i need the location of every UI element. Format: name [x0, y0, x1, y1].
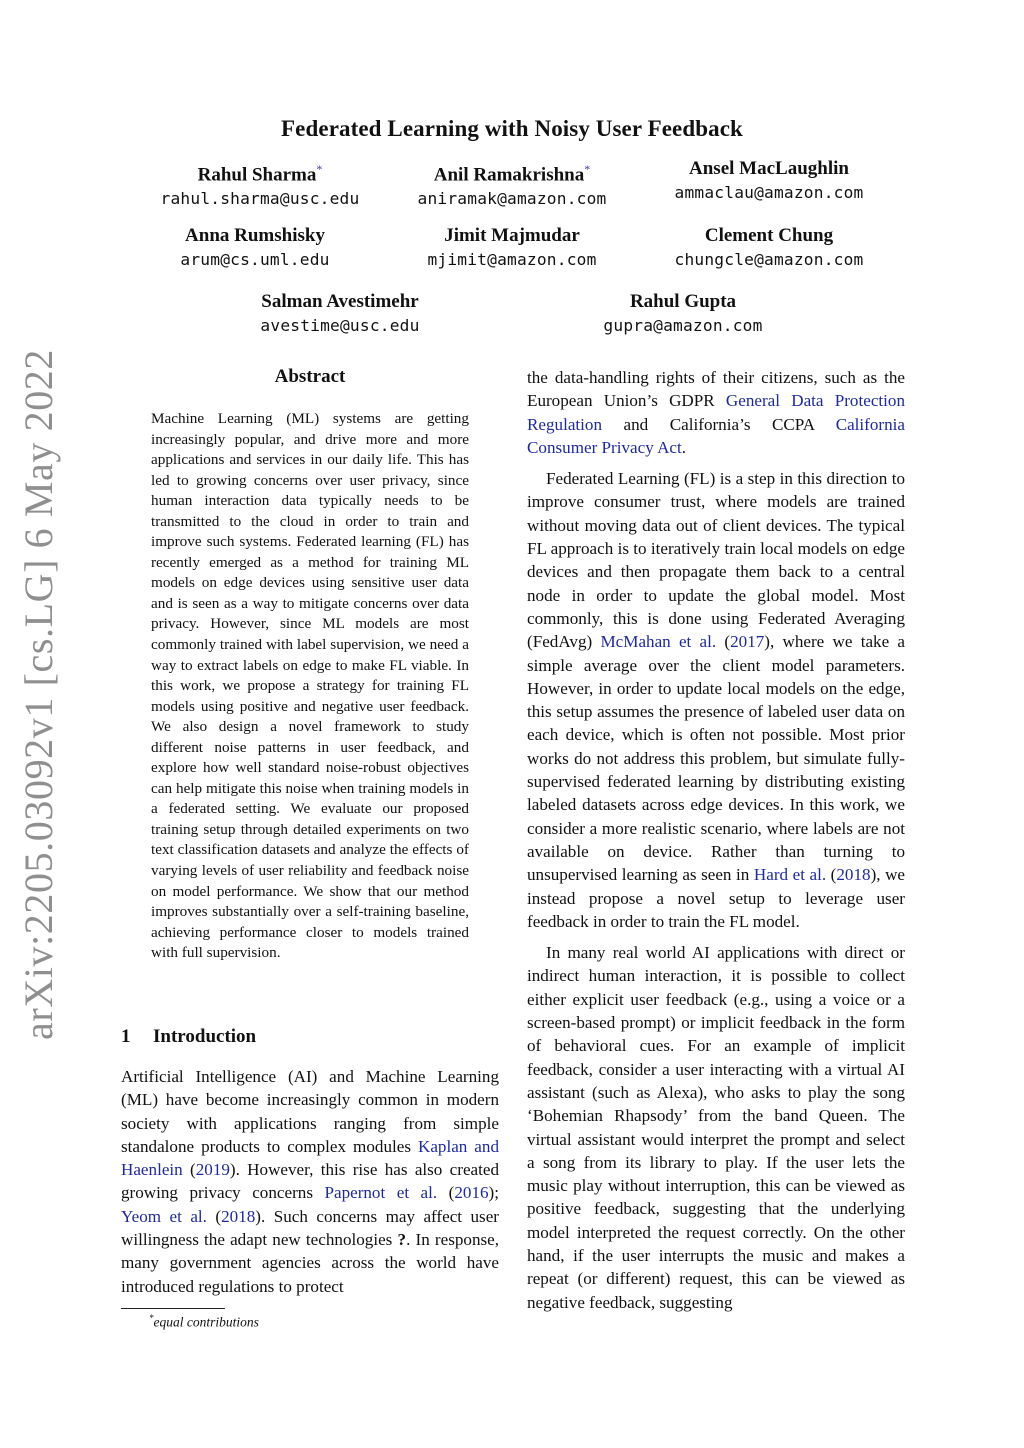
equal-contribution-mark: * — [584, 162, 591, 176]
author-block — [180, 290, 500, 338]
author-email[interactable]: rahul.sharma@usc.edu — [160, 189, 360, 209]
abstract-heading: Abstract — [274, 366, 346, 387]
citation-link[interactable]: Hard et al. — [753, 865, 827, 885]
footnote-rule — [121, 1308, 225, 1309]
introduction-right-column — [527, 366, 905, 1314]
paragraph: Artificial Intelligence (AI) and Machine Learning (ML) have become increasingly common in modern society with applications ranging from simple standalone products to complex modules Kaplan and Haenlein (2019). However, this rise has also created growing privacy concerns Papernot et al. (2016); Yeom et al. (2018). Such concerns may affect user willingness the adapt new technologies ?. In response, many government agencies across the world have introduced regulations to protect — [121, 1067, 500, 1296]
author-name: Jimit Majmudar — [444, 225, 580, 246]
paper-title: Federated Learning with Noisy User Feedback — [281, 116, 743, 141]
citation-year-link[interactable]: 2018 — [221, 1206, 256, 1226]
citation-year-link[interactable]: 2017 — [730, 632, 765, 652]
section-number: 1 — [121, 1026, 131, 1047]
citation-link[interactable]: McMahan et al. — [600, 632, 717, 652]
footnote-text: equal contributions — [153, 1314, 259, 1330]
author-name: Salman Avestimehr — [261, 291, 419, 312]
author-name: Rahul Sharma — [197, 164, 317, 186]
author-email[interactable]: aniramak@amazon.com — [417, 189, 607, 209]
citation-year-link[interactable]: 2019 — [195, 1160, 230, 1180]
citation-link[interactable]: Kaplan and Haenlein — [121, 1136, 499, 1180]
citation-year-link[interactable]: 2018 — [836, 865, 871, 885]
author-name: Rahul Gupta — [629, 291, 737, 312]
citation-link[interactable]: Yeom et al. — [121, 1206, 207, 1226]
equal-contribution-mark: * — [316, 162, 323, 176]
section-heading-introduction — [121, 1026, 256, 1048]
citation-link[interactable]: Papernot et al. — [324, 1183, 438, 1203]
author-email[interactable]: ammaclau@amazon.com — [674, 183, 864, 202]
author-name: Clement Chung — [704, 225, 834, 246]
gdpr-link[interactable]: General Data Protection Regulation — [527, 391, 905, 434]
missing-reference: ? — [397, 1230, 407, 1250]
abstract-text: Machine Learning (ML) systems are getting increasingly popular, and drive more and more applications and services in our daily life. This has led to growing concerns over user privacy, since human interaction data typically needs to be transmitted to the cloud in order to train and improve such systems. Federated learning (FL) has recently emerged as a method for training ML models on edge devices using sensitive user data and is seen as a way to mitigate concerns over data privacy. However, since ML models are most commonly trained with label supervision, we need a way to extract labels on edge to make FL viable. In this work, we propose a strategy for training FL models using positive and negative user feedback. We also design a novel framework to study different noise patterns in user feedback, and explore how well standard noise-robust objectives can help mitigate this noise when training models in a federated setting. We evaluate our proposed training setup through detailed experiments on two text classification datasets and analyze the effects of varying levels of user reliability and feedback noise on model performance. We show that our method improves substantially over a self-training baseline, achieving performance closer to models trained with full supervision. — [151, 410, 469, 962]
author-block — [609, 224, 929, 272]
citation-year-link[interactable]: 2016 — [454, 1183, 489, 1203]
author-email[interactable]: arum@cs.uml.edu — [180, 250, 330, 269]
paragraph: the data-handling rights of their citizens, such as the European Union’s GDPR General Data Protection Regulation and California’s CCPA California Consumer Privacy Act. — [527, 368, 905, 457]
introduction-left-column — [121, 1065, 499, 1298]
footnote — [149, 1313, 259, 1331]
author-name: Anil Ramakrishna — [433, 164, 585, 186]
section-title: Introduction — [153, 1026, 257, 1047]
paragraph: In many real world AI applications with direct or indirect human interaction, it is possible to collect either explicit user feedback (e.g., using a voice or a screen-based prompt) or implicit feedback in the form of behavioral cues. For an example of implicit feedback, consider a user interacting with a virtual AI assistant (such as Alexa), who asks to play the song ‘Bohemian Rhapsody’ from the band Queen. The virtual assistant would interpret the prompt and select a song from its library to play. If the user lets the music play without interruption, this can be viewed as positive feedback, suggesting that the underlying model interpreted the request correctly. On the other hand, if the user interrupts the music and makes a repeat (or different) request, this can be viewed as negative feedback, suggesting — [527, 943, 905, 1312]
author-email[interactable]: chungcle@amazon.com — [674, 250, 864, 269]
author-email[interactable]: gupra@amazon.com — [603, 316, 763, 335]
author-block — [523, 290, 843, 338]
paragraph: Federated Learning (FL) is a step in this direction to improve consumer trust, where models are trained without moving data out of client devices. The typical FL approach is to iteratively train local models on edge devices and then propagate them back to a central node in order to update the global model. Most commonly, this is done using Federated Averaging (FedAvg) McMahan et al. (2017), where we take a simple average over the client model parameters. However, in order to update local models on the edge, this setup assumes the presence of labeled user data on each device, which is often not possible. Most prior works do not address this problem, but simulate fully-supervised federated learning by distributing existing labeled datasets across edge devices. In this work, we consider a more realistic scenario, where labels are not available on device. Rather than turning to unsupervised learning as seen in Hard et al. (2018), we instead propose a novel setup to leverage user feedback in order to train the FL model. — [527, 469, 906, 931]
footnote-mark: * — [149, 1313, 154, 1323]
arxiv-identifier: arXiv:2205.03092v1 [cs.LG] 6 May 2022 — [16, 349, 61, 1040]
author-block — [609, 157, 929, 205]
author-email[interactable]: avestime@usc.edu — [260, 316, 420, 335]
ccpa-link[interactable]: California Consumer Privacy Act — [527, 414, 905, 457]
author-name: Ansel MacLaughlin — [689, 158, 849, 179]
author-email[interactable]: mjimit@amazon.com — [427, 250, 597, 269]
author-name: Anna Rumshisky — [185, 225, 325, 246]
